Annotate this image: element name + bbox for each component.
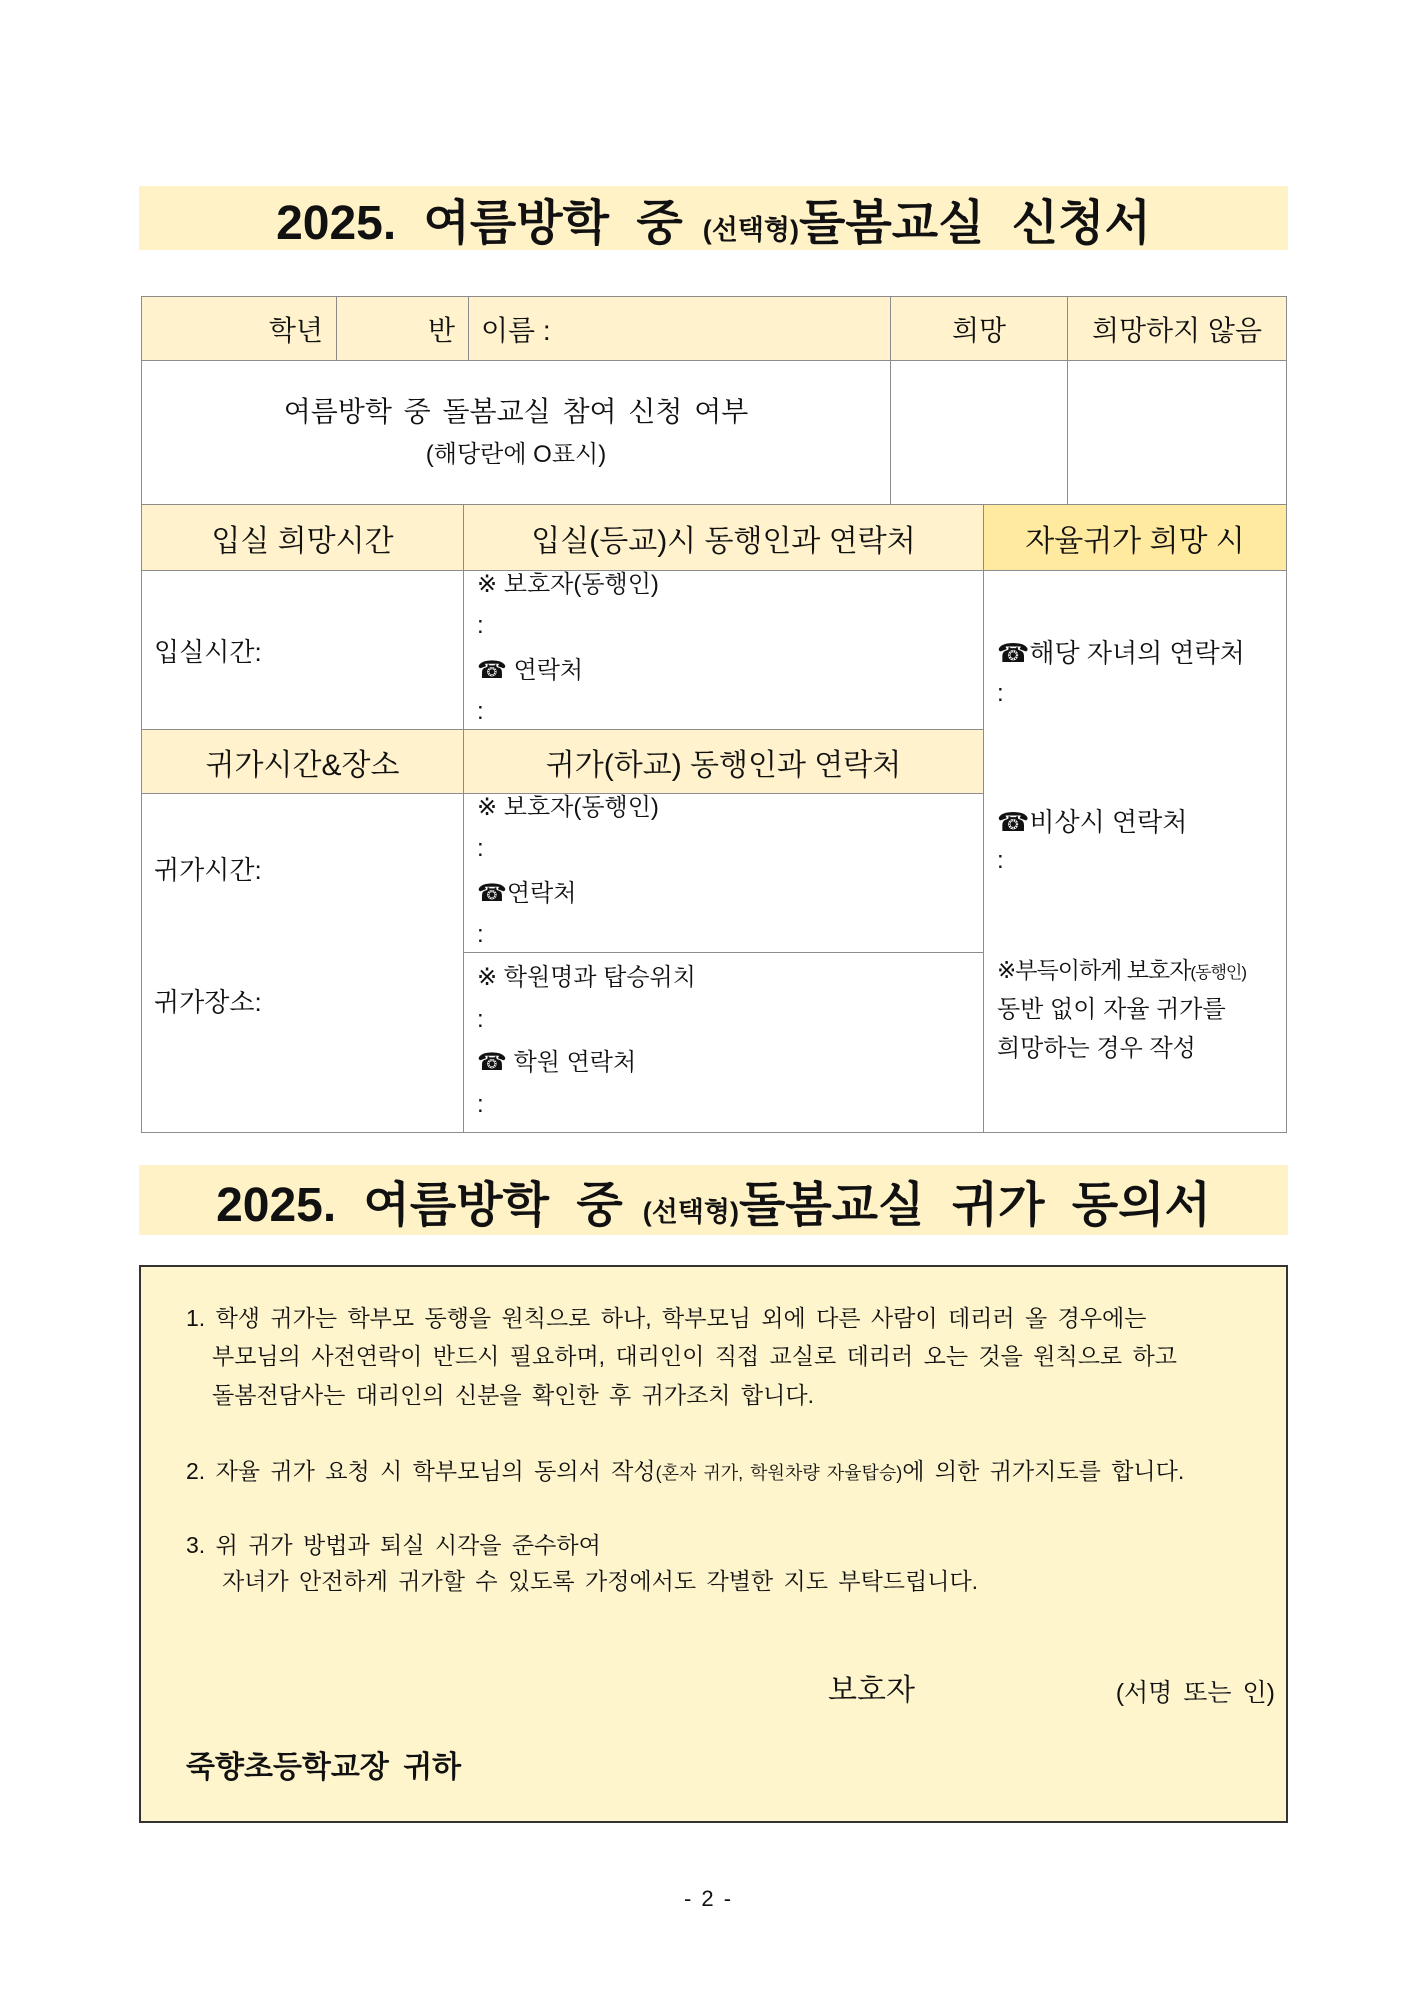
academy-colon: : xyxy=(477,1006,484,1033)
item3-line1: 3. 위 귀가 방법과 퇴실 시각을 준수하여 xyxy=(186,1532,601,1558)
return-contact-colon: : xyxy=(477,921,484,948)
consent-title-lead: 2025. 여름방학 중 xyxy=(216,1178,623,1232)
entry-guardian-label: ※ 보호자(동행인) xyxy=(477,571,659,598)
self-return-note-line2: 동반 없이 자율 귀가를 xyxy=(997,996,1226,1023)
item2-after: 에 의한 귀가지도를 합니다. xyxy=(902,1458,1185,1484)
item2-before: 2. 자율 귀가 요청 시 학부모님의 동의서 작성 xyxy=(186,1458,656,1484)
item2-line xyxy=(186,1460,1184,1483)
name-label: 이름 : xyxy=(481,314,551,346)
return-time-label: 귀가시간: xyxy=(154,855,262,885)
application-title xyxy=(276,184,1151,253)
grade-header xyxy=(141,296,337,361)
self-return-header-label: 자율귀가 희망 시 xyxy=(1025,524,1245,558)
self-return-note-line3: 희망하는 경우 작성 xyxy=(997,1035,1196,1062)
page-number: - 2 - xyxy=(683,1886,732,1911)
consent-title xyxy=(216,1166,1211,1235)
entry-contact-colon: : xyxy=(477,698,484,725)
entry-guardian-colon: : xyxy=(477,612,484,639)
child-contact-colon: : xyxy=(997,680,1004,707)
item1-line1: 1. 학생 귀가는 학부모 동행을 원칙으로 하나, 학부모님 외에 다른 사람이 데리러 올 경우에는 xyxy=(186,1305,1147,1331)
participation-question-cell xyxy=(141,360,891,505)
return-companion-header xyxy=(463,729,984,794)
item3-line2: 자녀가 안전하게 귀가할 수 있도록 가정에서도 각별한 지도 부탁드립니다. xyxy=(222,1568,979,1594)
title-tail: 돌봄교실 신청서 xyxy=(798,196,1151,250)
return-companion-header-label: 귀가(하교) 동행인과 연락처 xyxy=(545,748,902,782)
item1-line2: 부모님의 사전연락이 반드시 필요하며, 대리인이 직접 교실로 데리러 오는 것을 원칙으로 하고 xyxy=(212,1343,1177,1369)
return-time-place-cell xyxy=(141,793,464,1133)
self-return-cell xyxy=(983,570,1287,1133)
consent-title-tail: 돌봄교실 귀가 동의서 xyxy=(738,1178,1211,1232)
child-contact-label: ☎해당 자녀의 연락처 xyxy=(997,638,1245,668)
entry-time-label: 입실시간: xyxy=(154,636,262,667)
emergency-contact-colon: : xyxy=(997,847,1004,874)
self-return-header xyxy=(983,504,1287,571)
return-guardian-colon: : xyxy=(477,835,484,862)
guardian-signature-label: 보호자 xyxy=(828,1674,915,1707)
entry-time-cell xyxy=(141,570,464,730)
entry-time-header xyxy=(141,504,464,571)
return-time-place-header xyxy=(141,729,464,794)
consent-title-option: (선택형) xyxy=(642,1196,739,1227)
consent-title-banner xyxy=(139,1165,1288,1235)
item2-note: (혼자 귀가, 학원차량 자율탑승) xyxy=(655,1463,903,1483)
consent-notice-box xyxy=(139,1265,1288,1823)
not-want-mark-cell xyxy=(1067,360,1287,505)
self-return-note-small: (동행인) xyxy=(1190,963,1246,982)
self-return-note-line1 xyxy=(997,959,1246,982)
entry-companion-header xyxy=(463,504,984,571)
self-return-note-lead: ※부득이하게 보호자 xyxy=(997,957,1191,983)
academy-cell xyxy=(463,952,984,1133)
application-title-banner xyxy=(139,186,1288,250)
want-header xyxy=(890,296,1068,361)
name-header xyxy=(468,296,891,361)
addressee: 죽향초등학교장 귀하 xyxy=(186,1751,462,1784)
title-lead: 2025. 여름방학 중 xyxy=(276,196,683,250)
want-mark-cell xyxy=(890,360,1068,505)
entry-companion-cell xyxy=(463,570,984,730)
academy-contact-colon: : xyxy=(477,1091,484,1118)
entry-contact-label: ☎ 연락처 xyxy=(477,657,584,684)
not-want-header xyxy=(1067,296,1287,361)
not-want-label: 희망하지 않음 xyxy=(1091,314,1263,346)
academy-contact-label: ☎ 학원 연락처 xyxy=(477,1049,637,1076)
participation-question: 여름방학 중 돌봄교실 참여 신청 여부 xyxy=(283,395,749,427)
grade-label: 학년 xyxy=(268,314,323,346)
return-place-label: 귀가장소: xyxy=(154,987,262,1017)
signature-note: (서명 또는 인) xyxy=(1115,1679,1275,1707)
class-header xyxy=(336,296,469,361)
entry-time-header-label: 입실 희망시간 xyxy=(211,524,394,558)
want-label: 희망 xyxy=(951,314,1007,346)
return-guardian-label: ※ 보호자(동행인) xyxy=(477,794,659,821)
emergency-contact-label: ☎비상시 연락처 xyxy=(997,807,1188,837)
return-guardian-cell xyxy=(463,793,984,953)
item1-line3: 돌봄전담사는 대리인의 신분을 확인한 후 귀가조치 합니다. xyxy=(212,1382,814,1408)
entry-companion-header-label: 입실(등교)시 동행인과 연락처 xyxy=(531,524,916,558)
return-time-place-header-label: 귀가시간&장소 xyxy=(205,748,400,782)
title-option: (선택형) xyxy=(702,214,799,245)
return-contact-label: ☎연락처 xyxy=(477,880,577,907)
academy-label: ※ 학원명과 탑승위치 xyxy=(477,964,696,991)
participation-instruction: (해당란에 O표시) xyxy=(425,440,607,468)
class-label: 반 xyxy=(427,314,455,346)
